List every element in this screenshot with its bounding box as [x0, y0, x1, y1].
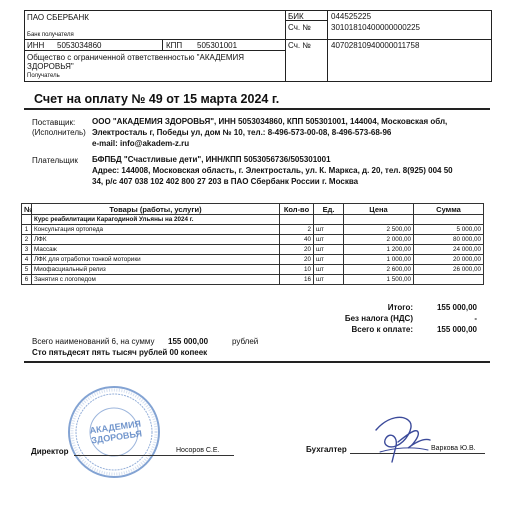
supplier-email: e-mail: info@akadem-z.ru [92, 139, 190, 148]
divider [285, 39, 492, 40]
accountant-label: Бухгалтер [306, 445, 347, 454]
group-row-label: Курс реабилитации Карагодиной Ульяны на 2024 г. [32, 215, 280, 225]
table-row [22, 255, 484, 265]
row-sum: 80 000,00 [414, 235, 484, 245]
kpp-label: КПП [166, 41, 183, 50]
summary-amount: 155 000,00 [168, 337, 209, 346]
payer-line-3: 34, р/с 407 038 102 402 800 27 203 в ПАО Сбербанк России г. Москва [92, 177, 359, 186]
row-number: 1 [22, 225, 32, 235]
row-unit: шт [314, 235, 344, 245]
row-unit: шт [314, 275, 344, 285]
group-cell-empty [22, 215, 32, 225]
row-sum [414, 275, 484, 285]
col-header-number: № [22, 204, 32, 215]
accountant-name: Варкова Ю.В. [431, 445, 476, 452]
supplier-sublabel: (Исполнитель) [32, 128, 86, 137]
row-price: 2 600,00 [344, 265, 414, 275]
recipient-name: Общество с ограниченной ответственностью "АКАДЕМИЯ ЗДОРОВЬЯ" [27, 53, 245, 72]
row-number: 2 [22, 235, 32, 245]
table-row [22, 265, 484, 275]
table-group-row [22, 215, 484, 225]
group-cell-empty [280, 215, 314, 225]
supplier-line-2: Электросталь г, Победы ул, дом № 10, тел.: 8-496-573-00-08, 8-496-573-68-96 [92, 128, 392, 137]
row-name: ЛФК для отработки тонкой моторики [32, 255, 280, 265]
row-number: 5 [22, 265, 32, 275]
bank-name: ПАО СБЕРБАНК [27, 13, 89, 22]
divider [162, 39, 163, 50]
table-row [22, 275, 484, 285]
col-header-qty: Кол-во [280, 204, 314, 215]
total-label: Итого: [387, 303, 413, 312]
director-name: Носоров С.Е. [176, 447, 220, 454]
bik-value: 044525225 [331, 12, 372, 21]
row-qty: 2 [280, 225, 314, 235]
row-unit: шт [314, 245, 344, 255]
corr-account-value: 30101810400000000225 [331, 23, 420, 32]
row-number: 4 [22, 255, 32, 265]
amount-in-words: Сто пятьдесят пять тысяч рублей 00 копеек [32, 348, 208, 357]
row-unit: шт [314, 255, 344, 265]
recipient-bank-label: Банк получателя [27, 32, 74, 38]
stamp-text: АКАДЕМИЯ ЗДОРОВЬЯ [88, 418, 143, 446]
group-cell-empty [314, 215, 344, 225]
title-rule [24, 108, 490, 110]
col-header-unit: Ед. [314, 204, 344, 215]
payer-line-1: БФПБД "Счастливые дети", ИНН/КПП 5053056736/505301001 [92, 155, 331, 164]
supplier-label: Поставщик: [32, 118, 76, 127]
invoice-title: Счет на оплату № 49 от 15 марта 2024 г. [34, 92, 280, 106]
recipient-label: Получатель [27, 73, 60, 79]
row-unit: шт [314, 265, 344, 275]
accountant-signature [368, 412, 438, 466]
row-qty: 20 [280, 245, 314, 255]
row-price: 1 200,00 [344, 245, 414, 255]
divider [24, 39, 285, 40]
payer-label: Плательщик [32, 156, 78, 165]
bik-label: БИК [288, 12, 304, 21]
row-qty: 16 [280, 275, 314, 285]
row-name: ЛФК [32, 235, 280, 245]
account-value: 40702810940000011758 [331, 41, 420, 50]
row-qty: 20 [280, 255, 314, 265]
row-qty: 10 [280, 265, 314, 275]
row-number: 3 [22, 245, 32, 255]
vat-label: Без налога (НДС) [344, 314, 413, 323]
signature-icon [368, 412, 438, 466]
row-qty: 40 [280, 235, 314, 245]
director-label: Директор [31, 447, 69, 456]
row-name: Занятия с логопедом [32, 275, 280, 285]
divider [327, 10, 328, 82]
vat-value: - [474, 314, 477, 323]
row-price: 1 500,00 [344, 275, 414, 285]
row-sum: 26 000,00 [414, 265, 484, 275]
corr-account-label: Сч. № [288, 23, 311, 32]
supplier-line-1: ООО "АКАДЕМИЯ ЗДОРОВЬЯ", ИНН 5053034860, КПП 505301001, 144004, Московская обл, [92, 117, 448, 126]
inn-label: ИНН [27, 41, 45, 50]
col-header-goods: Товары (работы, услуги) [32, 204, 280, 215]
group-cell-empty [414, 215, 484, 225]
row-sum: 20 000,00 [414, 255, 484, 265]
kpp-value: 505301001 [197, 41, 238, 50]
summary-count: Всего наименований 6, на сумму [32, 337, 155, 346]
director-sign-line [74, 455, 234, 456]
total-value: 155 000,00 [436, 303, 477, 312]
col-header-price: Цена [344, 204, 414, 215]
account-label: Сч. № [288, 41, 311, 50]
table-row [22, 235, 484, 245]
row-unit: шт [314, 225, 344, 235]
inn-value: 5053034860 [57, 41, 102, 50]
due-value: 155 000,00 [436, 325, 477, 334]
col-header-sum: Сумма [414, 204, 484, 215]
company-stamp [66, 384, 162, 480]
group-cell-empty [344, 215, 414, 225]
table-row [22, 225, 484, 235]
table-row [22, 245, 484, 255]
row-price: 2 500,00 [344, 225, 414, 235]
table-header-row [22, 204, 484, 215]
row-price: 2 000,00 [344, 235, 414, 245]
row-name: Консультация ортопеда [32, 225, 280, 235]
row-sum: 5 000,00 [414, 225, 484, 235]
summary-currency: рублей [232, 337, 259, 346]
summary-rule [24, 361, 490, 363]
due-label: Всего к оплате: [351, 325, 413, 334]
row-number: 6 [22, 275, 32, 285]
goods-table [21, 203, 484, 285]
row-sum: 24 000,00 [414, 245, 484, 255]
payer-line-2: Адрес: 144008, Московская область, г. Электросталь, ул. К. Маркса, д. 20, тел. 8(925) 004 50 [92, 166, 453, 175]
row-name: Миофасциальный релиз [32, 265, 280, 275]
row-price: 1 000,00 [344, 255, 414, 265]
row-name: Массаж [32, 245, 280, 255]
